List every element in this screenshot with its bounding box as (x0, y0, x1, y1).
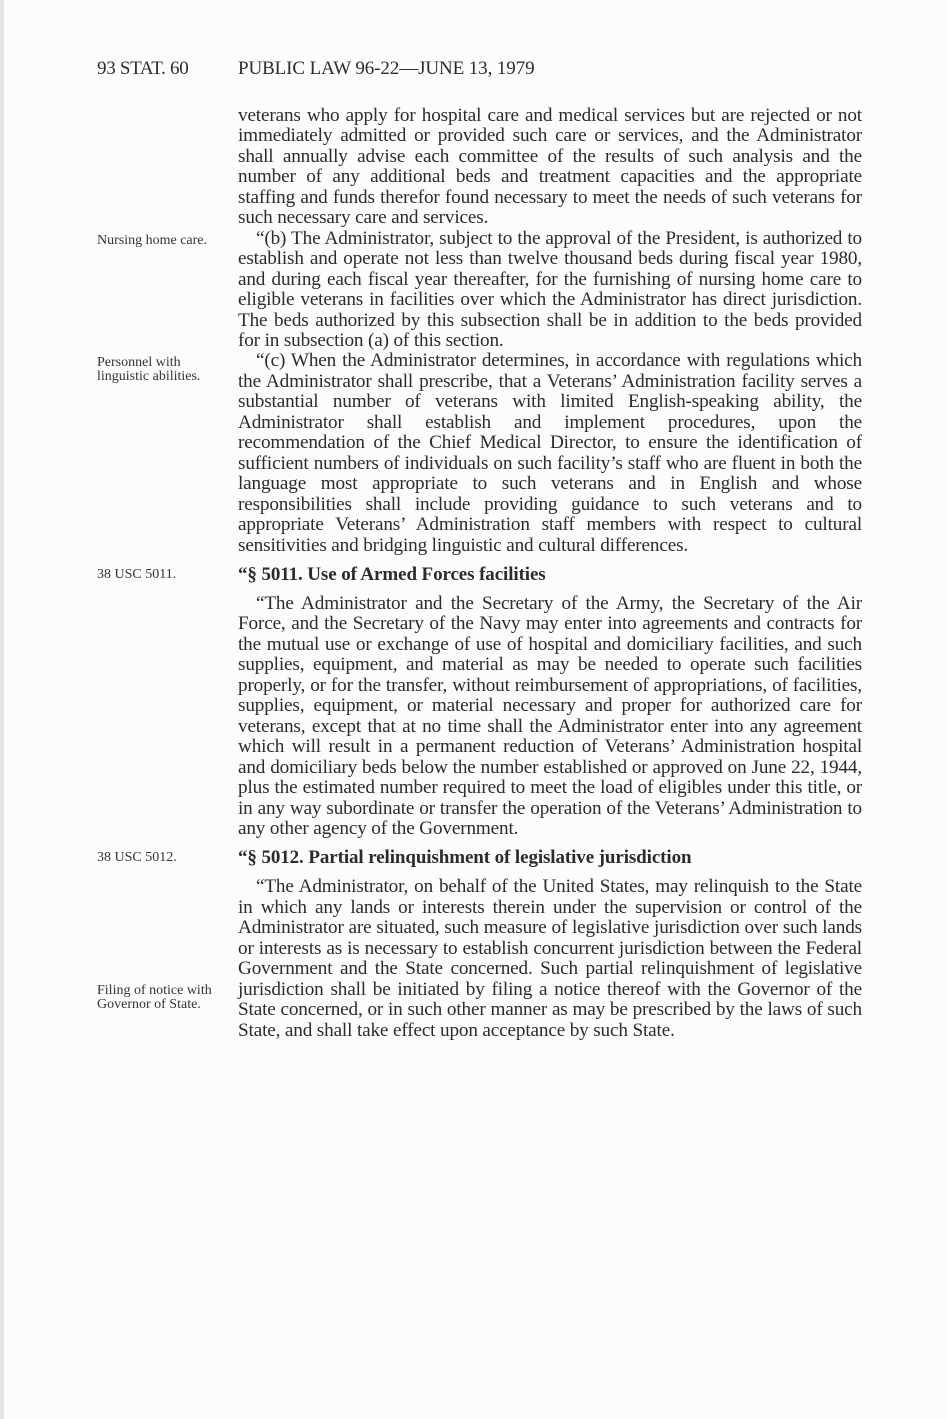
paragraph-text: “The Administrator and the Secretary of the Army, the Secretary of the Air Force, and the Secretary of the Navy may enter into agreements and contracts for the mutual use or exchange of use of hospital and domiciliary facilities, and such supplies, equipment, and material as may be needed to operate such facilities properly, or for the transfer, without reimbursement of appropriations, of facilities, supplies, equipment, or material necessary and proper for authorized care for veterans, except that at no time shall the Administrator enter into any agreement which will result in a permanent reduction of Veterans’ Administration hospital and domiciliary beds below the number established or approved on June 22, 1944, plus the estimated number required to meet the load of eligibles under this title, or in any way subordinate or transfer the operation of the Veterans’ Administration to any other agency of the Government. (238, 592, 862, 839)
paragraph-text: “(b) The Administrator, subject to the approval of the President, is authorized to establish and operate not less than twelve thousand beds during fiscal year 1980, and during each fiscal year thereafter, for the furnishing of nursing home care to eligible veterans in facilities over which the Administrator has direct jurisdiction. The beds authorized by this subsection shall be in addition to the beds provided for in subsection (a) of this section. (238, 227, 862, 351)
running-head (97, 58, 862, 84)
section-heading: “§ 5011. Use of Armed Forces facilities (238, 563, 546, 585)
section-heading: “§ 5012. Partial relinquishment of legislative jurisdiction (238, 847, 692, 869)
paragraph-subsection-b (97, 229, 862, 352)
margin-note-usc-5011: 38 USC 5011. (97, 566, 177, 582)
page-edge-shadow (0, 0, 4, 1419)
paragraph-text: “The Administrator, on behalf of the United States, may relinquish to the State in which any lands or interests therein under the supervision or control of the Administrator are situated, such measure of legislative jurisdiction over such lands or interests as is necessary to establish concurrent jurisdiction between the Federal Government and the State concerned. Such partial relinquishment of legislative jurisdiction shall be initiated by filing a notice thereof with the Governor of the State concerned, or in such other manner as may be prescribed by the laws of such State, and shall take effect upon acceptance by such State. (238, 876, 862, 1041)
page-body (97, 106, 862, 1041)
section-5012-heading-block (97, 848, 862, 868)
paragraph-subsection-c (97, 351, 862, 556)
paragraph-text: “(c) When the Administrator determines, in accordance with regulations which the Administrator shall prescribe, that a Veterans’ Administration facility serves a substantial number of veterans with limited English-speaking ability, the Administrator shall establish and implement procedures, upon the recommendation of the Chief Medical Director, to ensure the identification of sufficient numbers of individuals on such facility’s staff who are fluent in both the language most appropriate to such veterans and in English and whose responsibilities shall include providing guidance to such veterans and to appropriate Veterans’ Administration staff members with respect to cultural sensitivities and bridging linguistic and cultural differences. (238, 350, 862, 556)
section-5011-heading-block (97, 565, 862, 585)
margin-note-usc-5012: 38 USC 5012. (97, 850, 177, 866)
public-law-title: PUBLIC LAW 96-22—JUNE 13, 1979 (238, 58, 535, 79)
paragraph-section-5012 (97, 877, 862, 1041)
margin-note-nursing-home-care: Nursing home care. (97, 232, 208, 248)
margin-note-personnel-linguistic: Personnel with linguistic abilities. (97, 355, 201, 385)
statutes-page-reference: 93 STAT. 60 (97, 58, 189, 79)
paragraph-continuation (97, 106, 862, 229)
margin-note-filing-of-notice: Filing of notice with Governor of State. (97, 983, 212, 1013)
paragraph-section-5011 (97, 594, 862, 839)
paragraph-text: veterans who apply for hospital care and medical services but are rejected or not immediately admitted or provided such care or services, and the Administrator shall annually advise each committee of the results of such analysis and the number of any additional beds and treatment capacities and the appropriate staffing and funds therefor found necessary to meet the needs of such veterans for such necessary care and services. (238, 105, 862, 229)
